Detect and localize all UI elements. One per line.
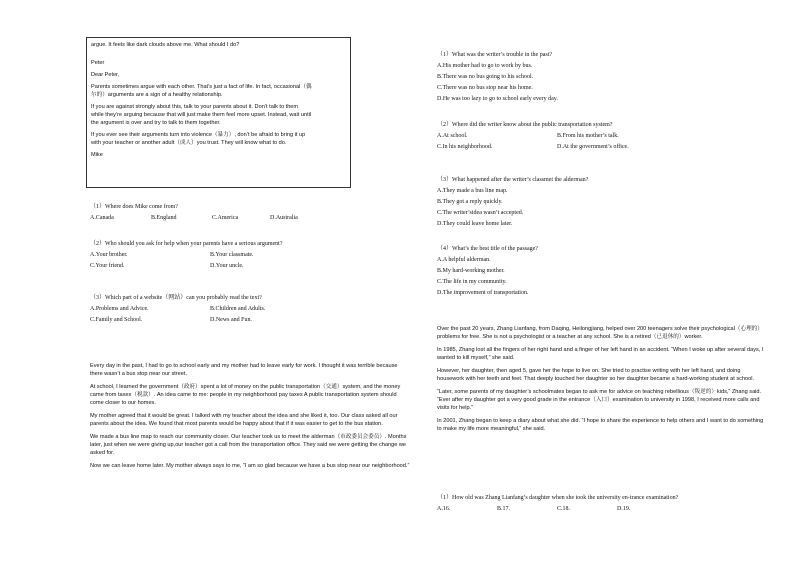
option-d[interactable]: D.Your uncle. <box>210 263 244 269</box>
letter-box <box>86 37 351 188</box>
letter-paragraph-1: Parents sometimes argue with each other. That’s just a fact of life. In fact, occasional（偶 尔的）arguments are a sign of a healthy relationship. <box>91 84 312 98</box>
option-a[interactable]: A.His mother had to go to work by bus. <box>437 63 533 69</box>
option-c[interactable]: C.Your friend. <box>90 263 125 269</box>
question-stem: （4）What’s the best title of the passage? <box>437 246 538 252</box>
option-c[interactable]: C.The writer’sidea wasn’t accepted. <box>437 210 524 216</box>
letter-intro-line: argue. It feels like dark clouds above me. What should I do? <box>91 42 240 48</box>
option-d[interactable]: D.They could leave home later. <box>437 221 513 227</box>
passage-paragraph-5: Now we can leave home later. My mother always says to me, “I am so glad because we have a bus stop near our neighborhood.” <box>90 463 410 469</box>
passage-paragraph-1: Over the past 20 years, Zhang Lianfang, from Daqing, Heilongjiang, helped over 200 teenagers solve their psychological（心理的）problems for free. She is not a psychologist or a teacher at any school. She is a retired（已退休的）worker. <box>437 326 763 340</box>
right-passage <box>437 325 767 433</box>
question-stem: （2）Where did the writer know about the public transportation system? <box>437 122 613 128</box>
letter-paragraph-3: If you ever see their arguments turn into violence（暴力）, don’t be afraid to bring it up with your teacher or another adult（成人）you trust. They will know what to do. <box>91 132 306 146</box>
question-stem: （3）What happened after the writer’s classmet the alderman? <box>437 177 589 183</box>
right-question-4 <box>437 245 737 297</box>
option-d[interactable]: D.At the government’s office. <box>557 144 629 150</box>
option-a[interactable]: A.Problems and Advice. <box>90 306 149 312</box>
right-question-3 <box>437 176 737 228</box>
option-c[interactable]: C.In his neighborhood. <box>437 144 493 150</box>
passage-paragraph-1: Every day in the past, I had to go to school early and my mother had to leave early for work. I thought it was terrible because there wasn’t a bus stop near our street. <box>90 363 398 377</box>
option-b[interactable]: B.They got a reply quickly. <box>437 199 503 205</box>
option-c[interactable]: C.The life in my community. <box>437 279 507 285</box>
passage-paragraph-2: In 1985, Zhang lost all the fingers of her right hand and a finger of her left hand in an accident. “When I woke up after several days, I wanted to kill myself,” she said. <box>437 347 764 361</box>
option-d[interactable]: D.19. <box>617 506 631 512</box>
left-question-1 <box>90 203 390 222</box>
option-b[interactable]: B.Children and Adults. <box>210 306 266 312</box>
passage-paragraph-4: “Later, some parents of my daughter’s schoolmates began to ask me for advice on teaching rebellious（叛逆的）kids,” Zhang said. “Ever after my daughter got a very good grade in the entrance（入口）examination to university in 1998, I received more calls and visits for help.” <box>437 389 762 411</box>
left-question-3 <box>90 294 390 324</box>
option-c[interactable]: C.Family and School. <box>90 317 143 323</box>
option-a[interactable]: A.They made a bus line map. <box>437 188 508 194</box>
option-c[interactable]: C.America <box>212 215 239 221</box>
passage-paragraph-4: We made a bus line map to reach our community closer. Our teacher took us to meet the alderman（市政委员会委员）. Months later, just when we were giving up,our teacher got a call from the transportation office. They said we were getting the change we asked for. <box>90 434 407 456</box>
option-d[interactable]: D.He was too lazy to go to school early every day. <box>437 96 558 102</box>
option-b[interactable]: B.There was no bus going to his school. <box>437 74 534 80</box>
question-stem: （1）How old was Zhang Lianfang’s daughter when she took the university en-trance examination? <box>437 495 679 501</box>
option-d[interactable]: D.The improvement of transportation. <box>437 290 529 296</box>
left-question-2 <box>90 240 390 270</box>
option-c[interactable]: C.There was no bus stop near his home. <box>437 85 533 91</box>
letter-paragraph-2: If you are against strongly about this, talk to your parents about it. Don’t talk to them while they’re arguing because that will just make them feel more upset. Instead, wait until the argument is over and try to talk to them together. <box>91 104 312 126</box>
option-b[interactable]: B.From his mother’s talk. <box>557 133 619 139</box>
passage-paragraph-3: My mother agreed that it would be great. I talked with my teacher about the idea and she liked it, too. Our class asked all our parents about the idea. We found that most parents would be happy about that if it was easier to get to the bus station. <box>90 413 398 427</box>
question-stem: （2）Who should you ask for help when your parents have a serious argument? <box>90 241 283 247</box>
left-passage <box>90 362 410 470</box>
letter-signature-peter: Peter <box>91 60 105 66</box>
question-stem: （3）Which part of a website（网站）can you probably read the text? <box>90 295 262 301</box>
right-question-2 <box>437 121 737 151</box>
option-c[interactable]: C.18. <box>557 506 571 512</box>
option-a[interactable]: A.A helpful alderman. <box>437 257 491 263</box>
passage-paragraph-2: At school, I learned the government（政府）spent a lot of money on the public transportation（交通）system, and the money came from taxes（税款）. An idea came to me: people in my neighborhood pay taxes A public transportation system should come closer to our homes. <box>90 384 401 406</box>
letter-greeting: Dear Peter, <box>91 72 120 78</box>
option-b[interactable]: B.17. <box>497 506 511 512</box>
option-a[interactable]: A.At school. <box>437 133 468 139</box>
option-b[interactable]: B.My hard-working mother. <box>437 268 505 274</box>
right-last-question <box>437 494 767 513</box>
passage-paragraph-5: In 2001, Zhang began to keep a diary about what she did. “I hope to share the experience to help others and I want to do something to make my life more meaningful,” she said. <box>437 418 764 432</box>
option-d[interactable]: D.Australia <box>270 215 298 221</box>
option-a[interactable]: A.16. <box>437 506 451 512</box>
question-stem: （1）Where does Mike come from? <box>90 204 178 210</box>
option-a[interactable]: A.Canada <box>90 215 114 221</box>
letter-signature-mike: Mike <box>91 152 103 158</box>
passage-paragraph-3: However, her daughter, then aged 5, gave her the hope to live on. She tried to practise writing with her left hand, and doing housework with her teeth and feet. That deeply touched her daughter so her daughter became a hard-working student at school. <box>437 368 755 382</box>
right-question-1 <box>437 51 737 103</box>
option-b[interactable]: B.England <box>151 215 177 221</box>
option-b[interactable]: B.Your classmate. <box>210 252 254 258</box>
option-d[interactable]: D.News and Fun. <box>210 317 252 323</box>
question-stem: （1）What was the writer’s trouble in the past? <box>437 52 553 58</box>
option-a[interactable]: A.Your brother. <box>90 252 128 258</box>
